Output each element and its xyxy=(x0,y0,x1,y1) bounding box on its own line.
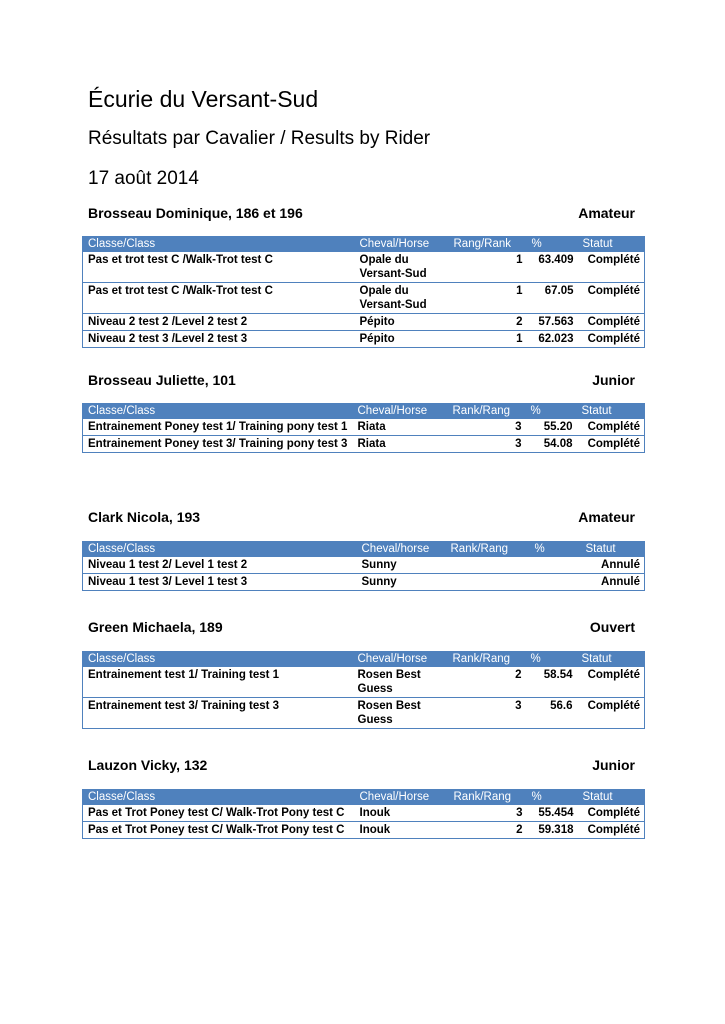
table-row xyxy=(83,667,645,698)
table-row xyxy=(83,698,645,729)
table-row xyxy=(83,822,645,839)
table-row xyxy=(83,574,645,591)
horse-cell: Sunny xyxy=(361,576,397,588)
percent-cell: 63.409 xyxy=(527,252,578,283)
percent-cell: 55.20 xyxy=(526,419,577,436)
rider-name: Lauzon Vicky, 132 xyxy=(88,757,208,773)
column-header-horse: Cheval/Horse xyxy=(353,404,448,420)
column-header-class: Classe/Class xyxy=(83,542,357,558)
rider-name: Clark Nicola, 193 xyxy=(88,509,201,525)
percent-cell: 67.05 xyxy=(527,283,578,314)
column-header-status: Statut xyxy=(577,404,645,420)
column-header-percent: % xyxy=(527,790,578,806)
rank-cell: 2 xyxy=(449,314,527,331)
table-row xyxy=(83,419,645,436)
horse-cell: Sunny xyxy=(357,557,446,574)
class-cell: Pas et trot test C /Walk-Trot test C xyxy=(83,252,355,283)
table-row xyxy=(83,805,645,822)
horse-cell: Rosen Best Guess xyxy=(357,700,421,726)
column-header-class: Classe/Class xyxy=(83,237,355,253)
table-header-row xyxy=(83,652,645,668)
column-header-percent: % xyxy=(527,237,578,253)
table-row xyxy=(83,331,645,348)
table-row xyxy=(83,252,645,283)
rider-name: Green Michaela, 189 xyxy=(88,619,223,635)
status-cell: Annulé xyxy=(581,557,645,574)
horse-cell: Pépito xyxy=(359,333,395,345)
table-header-row xyxy=(83,404,645,420)
column-header-horse: Cheval/horse xyxy=(357,542,446,558)
column-header-rank: Rank/Rang xyxy=(446,542,530,558)
results-table xyxy=(82,236,645,348)
horse-cell: Opale du Versant-Sud xyxy=(355,283,449,314)
column-header-horse: Cheval/Horse xyxy=(353,652,448,668)
rank-cell: 1 xyxy=(449,252,527,283)
table-header-row xyxy=(83,790,645,806)
column-header-status: Statut xyxy=(581,542,645,558)
rank-cell: 3 xyxy=(448,419,526,436)
column-header-status: Statut xyxy=(578,237,645,253)
rank-cell xyxy=(446,557,530,574)
class-cell: Niveau 2 test 3 /Level 2 test 3 xyxy=(88,333,248,345)
column-header-rank: Rank/Rang xyxy=(449,790,527,806)
horse-cell: Riata xyxy=(357,438,386,450)
status-cell: Complété xyxy=(587,700,640,712)
status-cell: Annulé xyxy=(601,576,640,588)
class-cell: Pas et Trot Poney test C/ Walk-Trot Pony test C xyxy=(83,805,355,822)
rider-name: Brosseau Juliette, 101 xyxy=(88,372,236,388)
percent-cell xyxy=(530,574,581,591)
table-row xyxy=(83,436,645,453)
percent-cell: 62.023 xyxy=(538,333,574,345)
class-cell: Pas et trot test C /Walk-Trot test C xyxy=(83,283,355,314)
column-header-percent: % xyxy=(526,652,577,668)
results-table xyxy=(82,789,645,839)
column-header-rank: Rank/Rang xyxy=(448,652,526,668)
rider-category: Amateur xyxy=(578,205,635,221)
horse-cell: Pépito xyxy=(355,314,449,331)
status-cell: Complété xyxy=(587,824,640,836)
rank-cell: 1 xyxy=(516,333,523,345)
horse-cell: Rosen Best Guess xyxy=(353,667,448,698)
table-header-row xyxy=(83,542,645,558)
status-cell: Complété xyxy=(578,805,645,822)
rank-cell: 2 xyxy=(448,667,526,698)
class-cell: Pas et Trot Poney test C/ Walk-Trot Pony test C xyxy=(88,824,345,836)
status-cell: Complété xyxy=(587,438,640,450)
status-cell: Complété xyxy=(587,333,640,345)
column-header-class: Classe/Class xyxy=(83,404,353,420)
status-cell: Complété xyxy=(577,667,645,698)
column-header-horse: Cheval/Horse xyxy=(355,790,449,806)
rank-cell: 3 xyxy=(515,438,522,450)
column-header-status: Statut xyxy=(577,652,645,668)
percent-cell: 57.563 xyxy=(527,314,578,331)
percent-cell: 58.54 xyxy=(526,667,577,698)
class-cell: Entrainement Poney test 3/ Training pony test 3 xyxy=(88,438,348,450)
column-header-class: Classe/Class xyxy=(83,790,355,806)
class-cell: Entrainement test 3/ Training test 3 xyxy=(88,700,280,712)
column-header-status: Statut xyxy=(578,790,645,806)
horse-cell: Inouk xyxy=(355,805,449,822)
results-table xyxy=(82,541,645,591)
table-header-row xyxy=(83,237,645,253)
rank-cell: 1 xyxy=(449,283,527,314)
horse-cell: Riata xyxy=(353,419,448,436)
class-cell: Entrainement test 1/ Training test 1 xyxy=(83,667,353,698)
class-cell: Entrainement Poney test 1/ Training pony test 1 xyxy=(83,419,353,436)
horse-cell: Opale du Versant-Sud xyxy=(355,252,449,283)
results-table xyxy=(82,651,645,729)
percent-cell: 54.08 xyxy=(543,438,573,450)
class-cell: Niveau 2 test 2 /Level 2 test 2 xyxy=(83,314,355,331)
column-header-rank: Rank/Rang xyxy=(448,404,526,420)
rank-cell: 2 xyxy=(516,824,523,836)
column-header-class: Classe/Class xyxy=(83,652,353,668)
table-row xyxy=(83,283,645,314)
horse-cell: Inouk xyxy=(359,824,391,836)
percent-cell: 59.318 xyxy=(538,824,574,836)
rider-name: Brosseau Dominique, 186 et 196 xyxy=(88,205,303,221)
event-date: 17 août 2014 xyxy=(88,168,199,189)
percent-cell: 55.454 xyxy=(527,805,578,822)
status-cell: Complété xyxy=(578,283,645,314)
rider-category: Junior xyxy=(592,757,635,773)
status-cell: Complété xyxy=(578,252,645,283)
rider-category: Junior xyxy=(592,372,635,388)
rank-cell: 3 xyxy=(449,805,527,822)
status-cell: Complété xyxy=(578,314,645,331)
page-subtitle: Résultats par Cavalier / Results by Rider xyxy=(88,128,431,149)
column-header-horse: Cheval/Horse xyxy=(355,237,449,253)
rider-category: Ouvert xyxy=(589,619,635,635)
column-header-percent: % xyxy=(530,542,581,558)
column-header-percent: % xyxy=(526,404,577,420)
column-header-rank: Rang/Rank xyxy=(449,237,527,253)
page-title: Écurie du Versant-Sud xyxy=(88,86,319,112)
class-cell: Niveau 1 test 3/ Level 1 test 3 xyxy=(88,576,248,588)
rider-category: Amateur xyxy=(578,509,635,525)
results-table xyxy=(82,403,645,453)
percent-cell xyxy=(530,557,581,574)
table-row xyxy=(83,557,645,574)
percent-cell: 56.6 xyxy=(550,700,573,712)
class-cell: Niveau 1 test 2/ Level 1 test 2 xyxy=(83,557,357,574)
status-cell: Complété xyxy=(577,419,645,436)
rank-cell: 3 xyxy=(515,700,522,712)
table-row xyxy=(83,314,645,331)
rank-cell xyxy=(446,574,530,591)
